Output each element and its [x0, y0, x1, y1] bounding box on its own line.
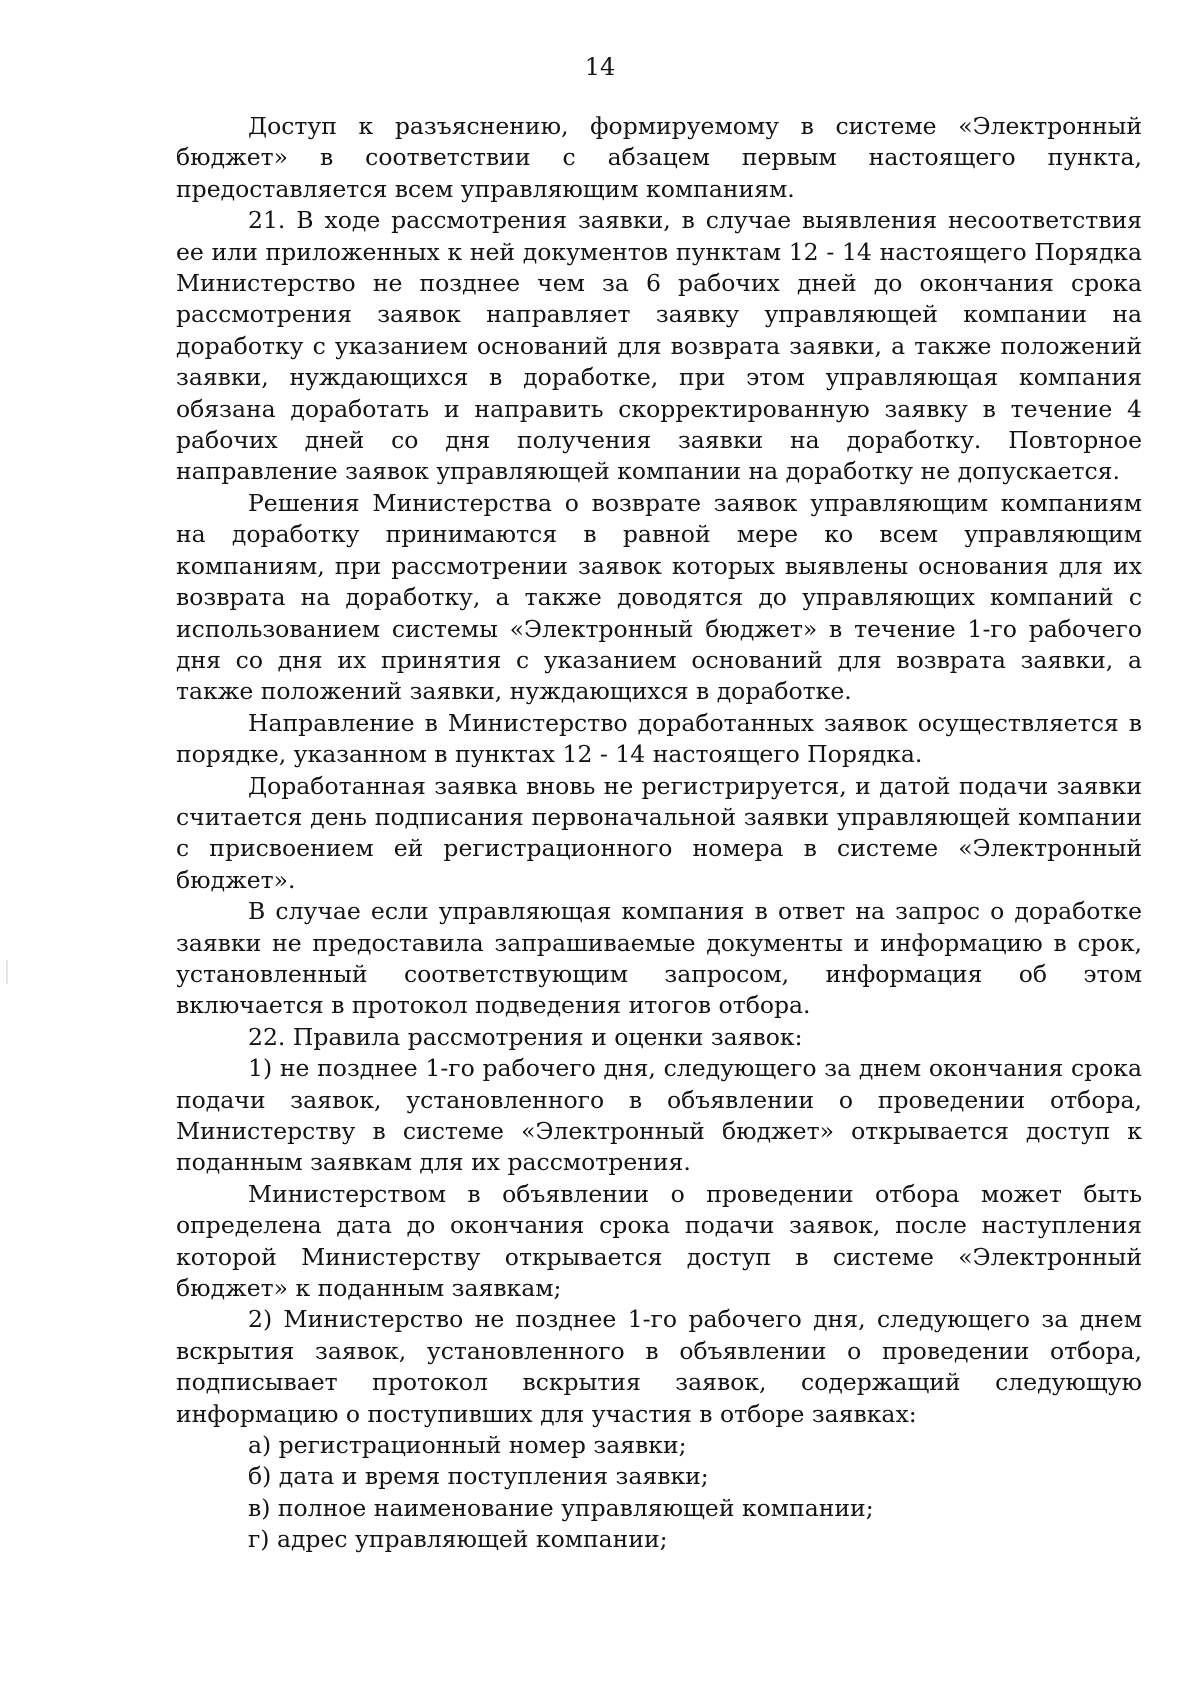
paragraph-subitem-2: 2) Министерство не позднее 1-го рабочего дня, следующего за днем вскрытия заявок, установленного в объявлении о проведении отбора, подписывает протокол вскрытия заявок, содержащий следующую информацию о поступивших для участия в отборе заявках: [176, 1305, 1142, 1428]
paragraph-return-decisions: Решения Министерства о возврате заявок управляющим компаниям на доработку принимаются в равной мере ко всем управляющим компаниям, при рассмотрении заявок которых выявлены основания для их возврата на доработку, а также доводятся до управляющих компаний с использованием системы «Электронный бюджет» в течение 1-го рабочего дня со дня их принятия с указанием оснований для возврата заявки, а также положений заявки, нуждающихся в доработке. [176, 488, 1142, 706]
paragraph-resubmission: Направление в Министерство доработанных заявок осуществляется в порядке, указанном в пунктах 12 - 14 настоящего Порядка. [176, 708, 1142, 769]
page-number: 14 [584, 53, 616, 81]
paragraph-access-date: Министерством в объявлении о проведении отбора может быть определена дата до окончания срока подачи заявок, после наступления которой Министерству открывается доступ в системе «Электронный бюджет» к поданным заявкам; [176, 1179, 1142, 1303]
paragraph-item-21: 21. В ходе рассмотрения заявки, в случае выявления несоответствия ее или приложенных к ней документов пунктам 12 - 14 настоящего Порядка Министерство не позднее чем за 6 рабочих дней до окончания срока рассмотрения заявок направляет заявку управляющей компании на доработку с указанием оснований для возврата заявки, а также положений заявки, нуждающихся в доработке, при этом управляющая компания обязана доработать и направить скорректированную заявку в течение 4 рабочих дней со дня получения заявки на доработку. Повторное направление заявок управляющей компании на доработку не допускается. [176, 206, 1142, 486]
paragraph-revised-application: Доработанная заявка вновь не регистрируется, и датой подачи заявки считается день подписания первоначальной заявки управляющей компании с присвоением ей регистрационного номера в системе «Электронный бюджет». [176, 771, 1142, 894]
paragraph-access-clarification: Доступ к разъяснению, формируемому в системе «Электронный бюджет» в соответствии с абзацем первым настоящего пункта, предоставляется всем управляющим компаниям. [176, 112, 1142, 203]
document-body [176, 111, 1142, 1556]
list-item-g: г) адрес управляющей компании; [248, 1525, 668, 1554]
list-item-a: а) регистрационный номер заявки; [248, 1431, 687, 1460]
scan-artifact [6, 960, 8, 984]
paragraph-subitem-1: 1) не позднее 1-го рабочего дня, следующего за днем окончания срока подачи заявок, установленного в объявлении о проведении отбора, Министерству в системе «Электронный бюджет» открывается доступ к поданным заявкам для их рассмотрения. [176, 1054, 1142, 1177]
list-item-v: в) полное наименование управляющей компании; [248, 1493, 874, 1522]
paragraph-item-22-heading: 22. Правила рассмотрения и оценки заявок: [248, 1022, 803, 1051]
paragraph-missing-documents: В случае если управляющая компания в ответ на запрос о доработке заявки не предоставила запрашиваемые документы и информацию в срок, установленный соответствующим запросом, информация об этом включается в протокол подведения итогов отбора. [176, 897, 1142, 1020]
list-item-b: б) дата и время поступления заявки; [248, 1462, 709, 1491]
